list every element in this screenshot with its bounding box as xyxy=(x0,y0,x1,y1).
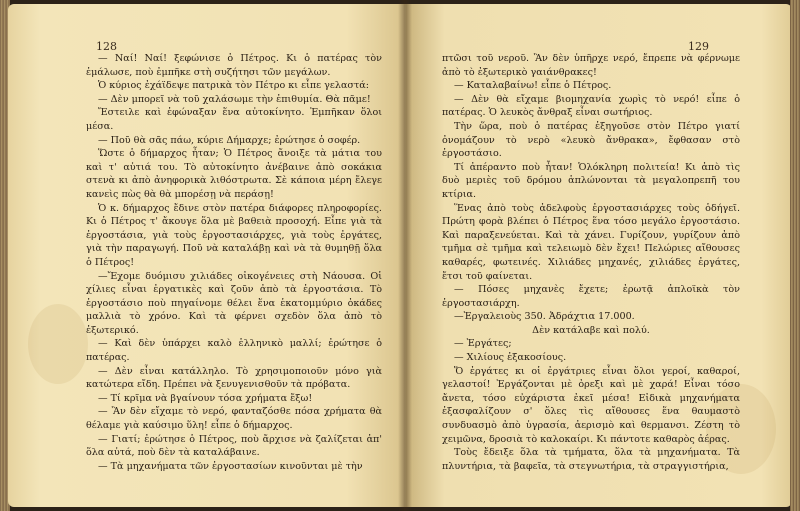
left-page-number: 128 xyxy=(96,40,117,53)
paragraph: —Ἐργαλειοὺς 350. Ἀδράχτια 17.000. xyxy=(454,311,635,323)
left-page xyxy=(8,4,406,507)
paragraph: Ὁ κ. δήμαρχος ἔδινε στὸν πατέρα διάφορες πληροφορίες. Κι ὁ Πέτρος τ' ἄκουγε ὅλα μὲ βαθειὰ προσοχή. Εἶπε γιὰ τὰ ἐργοστάσια, γιὰ τοὺς ἐργοστασιάρχες, γιὰ τοὺς ἐργάτες, γιὰ τὴν παραγωγή. Ποῦ νὰ καταλάβῃ καὶ νὰ τὰ θυμηθῇ ὅλα ὁ Πέτρος! xyxy=(86,202,382,268)
paragraph: — Πόσες μηχανὲς ἔχετε; ἐρωτᾷ ἀπλοϊκὰ τὸν ἐργοστασιάρχη. xyxy=(442,284,740,309)
paragraph: — Ἐργάτες; xyxy=(454,338,512,350)
paragraph: — Δὲν μπορεῖ νὰ τοῦ χαλάσωμε τὴν ἐπιθυμία. Θὰ πᾶμε! xyxy=(98,93,371,105)
paragraph: Ὁ κύριος ἐχάϊδεψε πατρικὰ τὸν Πέτρο κι εἶπε γελαστά: xyxy=(98,80,369,92)
paragraph: — Καὶ δὲν ὑπάρχει καλὸ ἑλληνικὸ μαλλί; ἐρώτησε ὁ πατέρας. xyxy=(86,338,382,364)
right-page-number: 129 xyxy=(688,40,709,53)
book-gutter xyxy=(398,0,412,511)
paragraph: — Δὲν εἶναι κατάλληλο. Τὸ χρησιμοποιοῦν μόνο γιὰ κατώτερα εἴδη. Πρέπει νὰ ξενυγενισθοῦν τὰ πρόβατα. xyxy=(86,365,382,391)
paragraph: Δὲν κατάλαβε καὶ πολύ. xyxy=(532,324,650,336)
paragraph: — Τί κρῖμα νὰ βγαίνουν τόσα χρήματα ἔξω! xyxy=(98,392,313,404)
paragraph: — Τὰ μηχανήματα τῶν ἐργοστασίων κινοῦνται μὲ τὴν xyxy=(98,460,363,472)
right-page-text xyxy=(442,52,740,473)
paragraph: Τὴν ὥρα, ποὺ ὁ πατέρας ἐξηγοῦσε στὸν Πέτρο γιατί ὀνομάζουν τὸ νερὸ «λευκὸ ἄνθρακα», ἔφθασαν στὸ ἐργοστάσιο. xyxy=(442,120,740,160)
paragraph: — Ποῦ θὰ σᾶς πάω, κύριε Δήμαρχε; ἐρώτησε ὁ σοφέρ. xyxy=(98,134,361,146)
paragraph: πτῶσι τοῦ νεροῦ. Ἂν δὲν ὑπῆρχε νερό, ἔπρεπε νὰ φέρνωμε ἀπὸ τὸ ἐξωτερικὸ γαιάνθρακες! xyxy=(442,53,740,78)
paragraph: Τοὺς ἔδειξε ὅλα τὰ τμήματα, ὅλα τὰ μηχανήματα. Τὰ πλυντήρια, τὰ βαφεῖα, τὰ στεγνωτήρια, τὰ στραγγιστήρια, xyxy=(442,447,740,472)
right-page xyxy=(406,4,792,507)
paragraph: — Χιλίους ἐξακοσίους. xyxy=(454,352,567,364)
left-page-text xyxy=(86,52,382,473)
paragraph: Ἕνας ἀπὸ τοὺς ἀδελφοὺς ἐργοστασιάρχες τοὺς ὁδήγεῖ. Πρώτη φορὰ βλέπει ὁ Πέτρος ἕνα τόσο μεγάλο ἐργοστάσιο. Καὶ παραξενεύεται. Καὶ τὰ χάνει. Γυρίζουν, γυρίζουν ἀπὸ τμῆμα σὲ τμῆμα καὶ τελειωμὸ δὲν ἔχει! Πελώριες αἴθουσες καθαρές, φωτεινές. Χιλιάδες μηχανές, χιλιάδες ἐργάτες, ἔτσι τοῦ φαίνεται. xyxy=(442,202,740,282)
paragraph: — Γιατί; ἐρώτησε ὁ Πέτρος, ποὺ ἄρχισε νὰ ζαλίζεται ἀπ' ὅλα αὐτά, ποὺ δὲν τὰ καταλάβαινε. xyxy=(86,433,382,459)
paragraph: — Δὲν θὰ εἴχαμε βιομηχανία χωρὶς τὸ νερό! εἶπε ὁ πατέρας. Ὁ λευκὸς ἄνθραξ εἶναι σωτήριος. xyxy=(442,93,740,119)
paragraph: Ὥστε ὁ δήμαρχος ἦταν; Ὁ Πέτρος ἄνοιξε τὰ μάτια του καὶ τ' αὐτιά του. Τὸ αὐτοκίνητο ἀνέβαινε ἀπὸ σοκάκια στενὰ κι ἀπὸ ἀνηφορικὰ λιθόστρωτα. Σὲ κάποια μέρη ἔλεγε κανεὶς πὼς θὰ θὰ μπορέσῃ νὰ περάσῃ! xyxy=(86,148,382,200)
page-edges-right xyxy=(790,0,800,511)
paragraph: Ἔστειλε καὶ ἐφώναξαν ἕνα αὐτοκίνητο. Ἐμπῆκαν ὅλοι μέσα. xyxy=(86,107,382,132)
paragraph: — Καταλαβαίνω! εἶπε ὁ Πέτρος. xyxy=(454,80,612,92)
paragraph: —Ἔχομε δυόμισυ χιλιάδες οἰκογένειες στὴ Νάουσα. Οἱ χίλιες εἶναι ἐργατικὲς καὶ ζοῦν ἀπὸ τὰ ἐργοστάσια. Τὸ ἐργοστάσιο ποὺ πηγαίνομε θέλει ἕνα ἑκατομμύριο ὀκάδες μαλλιὰ τὸ χρόνο. Καὶ τὰ φέρνει σχεδὸν ὅλα ἀπὸ τὸ ἐξωτερικό. xyxy=(86,270,382,336)
paragraph: Ὅ ἐργάτες κι οἱ ἐργάτριες εἶναι ὅλοι γεροί, καθαροί, γελαστοί! Ἐργάζονται μὲ ὀρεξι καὶ μὲ χαρά! Εἶναι τόσο ἄνετα, τόσο εὐχάριστα ἐκεῖ μέσα! Εἰδικὰ μηχανήματα ἐξασφαλίζουν σ' ὅλες τὶς αἴθουσες ἕνα θαυμαστὸ συνδυασμὸ ἀπὸ ὑγρασία, ἀερισμὸ καὶ θερμανσι. Ζέστη τὸ χειμῶνα, δροσιὰ τὸ καλοκαίρι. Κι πάντοτε καθαρὸς ἀέρας. xyxy=(442,365,740,445)
paragraph: Τί ἀπέραντο ποὺ ἦταν! Ὁλόκληρη πολιτεία! Κι ἀπὸ τὶς δυὸ μεριὲς τοῦ δρόμου ἁπλώνονται τὰ μεγαλοπρεπῆ του κτίρια. xyxy=(442,161,740,200)
paper-stain xyxy=(28,304,88,384)
paragraph: — Ἂν δὲν εἴχαμε τὸ νερό, φανταζόσθε πόσα χρήματα θὰ θέλαμε γιὰ καύσιμο ὕλη! εἶπε ὁ δήμαρχος. xyxy=(86,406,382,432)
paragraph: — Ναί! Ναί! ξεφώνισε ὁ Πέτρος. Κι ὁ πατέρας τὸν ἐμάλωσε, ποὺ ἐμπῆκε στὴ συζήτησι τῶν μεγάλων. xyxy=(86,53,382,78)
